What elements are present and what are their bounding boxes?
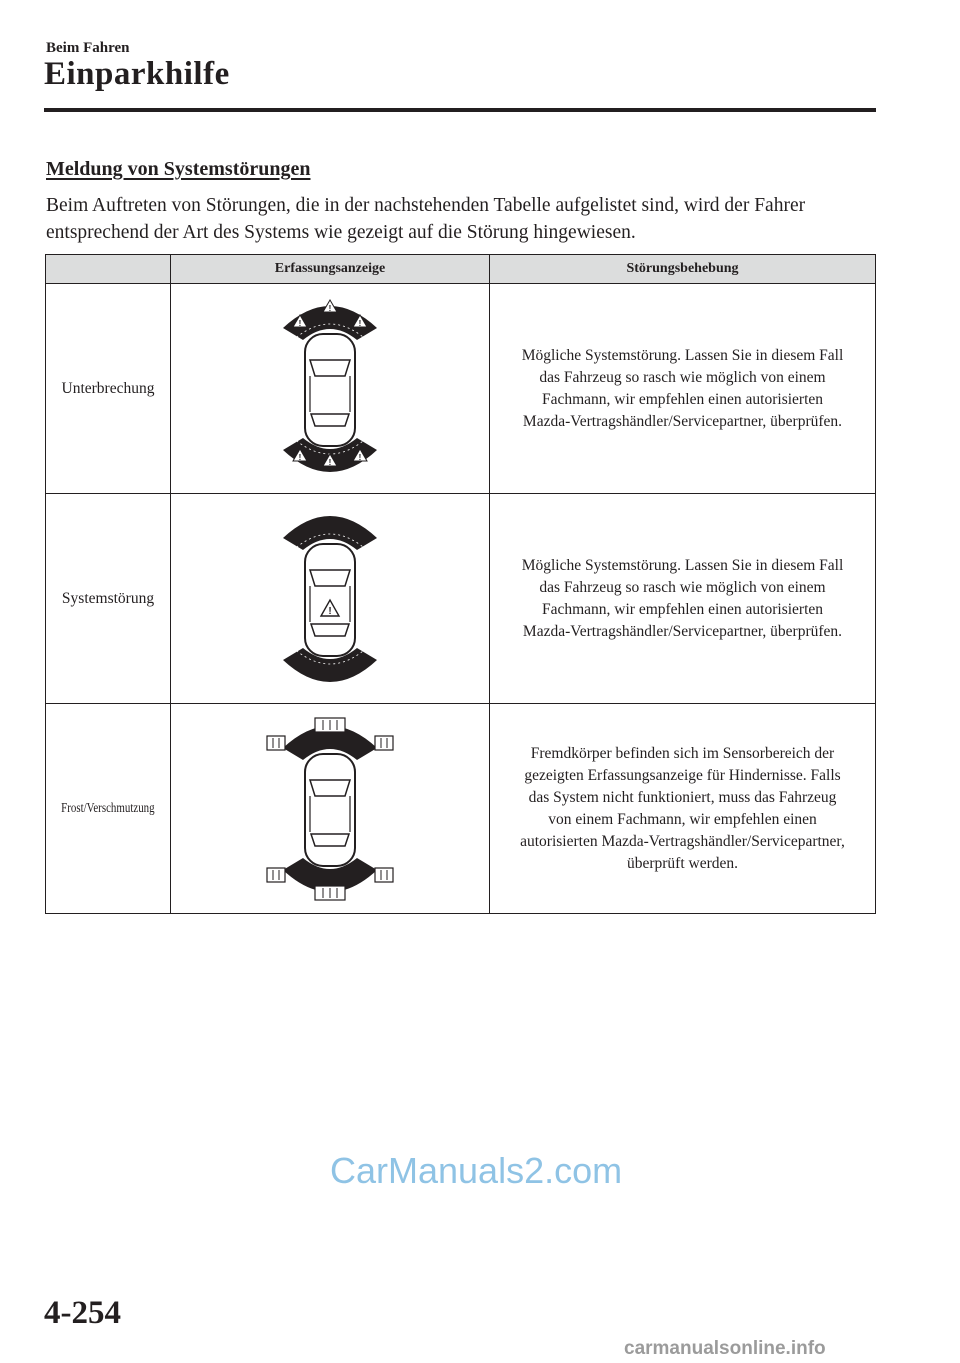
remedy-cell	[490, 494, 876, 704]
condition-label: Frost/Verschmutzung	[61, 801, 155, 816]
svg-text:!: !	[358, 452, 362, 462]
header-cell-indicator: Erfassungsanzeige	[171, 255, 490, 284]
watermark: CarManuals2.com	[330, 1150, 623, 1191]
header-cell-remedy: Störungsbehebung	[490, 255, 876, 284]
sensor-display-all-warning-icon	[275, 294, 385, 484]
condition-label: Systemstörung	[61, 589, 155, 607]
header-rule	[44, 108, 876, 112]
remedy-cell	[490, 284, 876, 494]
svg-text:!: !	[298, 318, 302, 328]
header-cell-condition	[46, 255, 171, 284]
malfunction-table	[45, 254, 876, 914]
svg-text:!: !	[298, 452, 302, 462]
section-label: Beim Fahren	[46, 40, 130, 56]
table-row	[46, 704, 876, 914]
page-number: 4-254	[44, 1295, 121, 1331]
chapter-title: Einparkhilfe	[44, 56, 230, 92]
svg-text:!: !	[328, 457, 332, 467]
table-row	[46, 494, 876, 704]
condition-label: Unterbrechung	[61, 379, 155, 397]
indicator-cell	[171, 494, 490, 704]
intro-paragraph: Beim Auftreten von Störungen, die in der nachstehenden Tabelle aufgelistet sind, wird der Fahrer entsprechend der Art des Systems wie gezeigt auf die Störung hingewiesen.	[46, 195, 806, 243]
table-row	[46, 284, 876, 494]
sensor-display-system-warning-icon	[275, 504, 385, 694]
remedy-text: Mögliche Systemstörung. Lassen Sie in diesem Fall das Fahrzeug so rasch wie möglich von einem Fachmann, wir empfehlen einen autorisierten Mazda-Vertragshändler/Servicepartner, überprüfen.	[521, 556, 844, 640]
condition-cell	[46, 284, 171, 494]
svg-text:!: !	[328, 303, 332, 313]
condition-cell	[46, 494, 171, 704]
section-heading: Meldung von Systemstörungen	[46, 158, 311, 180]
remedy-text: Mögliche Systemstörung. Lassen Sie in diesem Fall das Fahrzeug so rasch wie möglich von einem Fachmann, wir empfehlen einen autorisierten Mazda-Vertragshändler/Servicepartner, überprüfen.	[521, 346, 844, 430]
indicator-cell	[171, 704, 490, 914]
condition-cell	[46, 704, 171, 914]
table-header-row	[46, 255, 876, 284]
svg-text:!: !	[328, 605, 332, 617]
indicator-cell	[171, 284, 490, 494]
remedy-text: Fremdkörper befinden sich im Sensorbereich der gezeigten Erfassungsanzeige für Hindernisse. Falls das System nicht funktioniert, muss das Fahrzeug von einem Fachmann, wir empfehlen einen autorisierten Mazda-Vertragshändler/Servicepartner, überprüft werden.	[520, 744, 845, 872]
sensor-display-dirt-icon	[265, 714, 395, 904]
footer-watermark: carmanualsonline.info	[624, 1338, 826, 1359]
svg-text:!: !	[358, 318, 362, 328]
remedy-cell	[490, 704, 876, 914]
